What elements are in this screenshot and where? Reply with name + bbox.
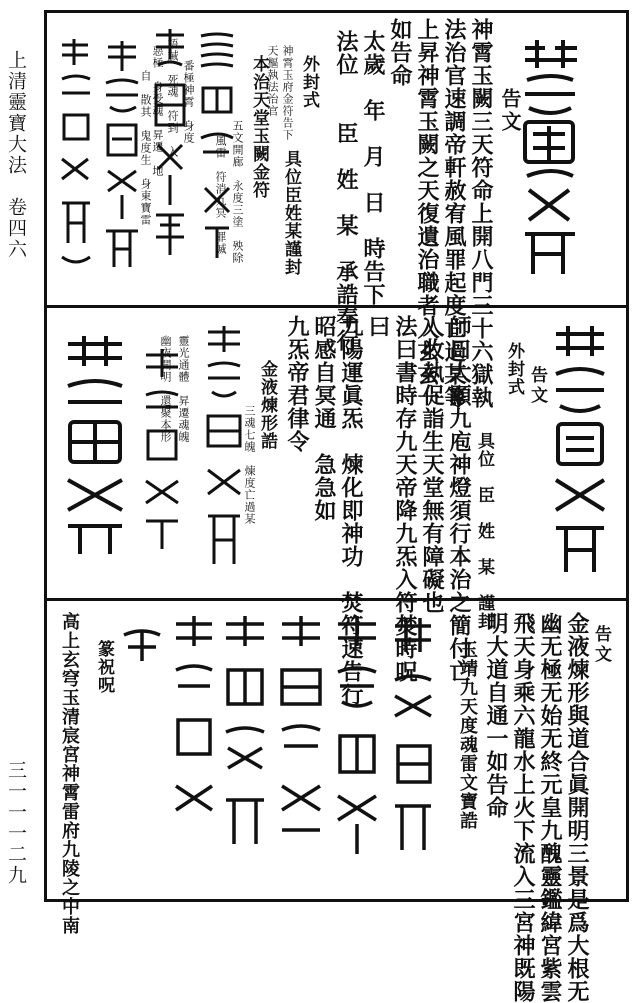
talisman-2b-icon	[200, 320, 248, 590]
talisman-2c-icon	[60, 330, 130, 560]
section2-note-3: 三魂七魄 煉度亡過某	[243, 405, 256, 525]
section1-column-2: 法治官速調帝軒赦宥風罪起度亡過某等	[441, 18, 467, 409]
section2-column-8: 昭感自冥通 急急如	[311, 315, 337, 522]
book-title: 上清靈寶大法 卷四六	[5, 50, 27, 260]
section1-note-2: 風雷 符消九冥 罪滅	[214, 135, 227, 255]
section2-note-2: 幽夜開明 還聚本形	[159, 335, 172, 443]
section1-note-5: 惡極 身受魂 昇遷 地	[151, 45, 164, 177]
section2-seal-line: 外封式	[504, 342, 524, 396]
section2-sub-heading: 金液煉形誥	[257, 360, 277, 450]
section1-date-line: 太歲 年 月 日 時告下	[360, 30, 386, 306]
section1-signoff: 具位臣姓某謹封	[281, 150, 301, 276]
section1-column-1: 神霄玉闕三天符命上開八門三十六獄執	[468, 18, 494, 409]
section2-column-7: 九陽運眞炁 煉化即神功 焚符速告行	[338, 315, 364, 706]
section3-column-4: 明大道自通一如告命	[483, 612, 509, 819]
section3-column-5: 玉靖九天度魂雷文寶誥	[457, 640, 478, 830]
section2-note-1: 靈光通體 昇遷魂魄	[177, 335, 190, 443]
section1-address: 神霄玉府金符告下	[281, 45, 294, 141]
section1-column-3: 上昇神霄玉闕之天復遺治職者入玄玄一	[414, 18, 440, 409]
section1-officiant-line: 法位 臣 姓 某 承誥奉行	[333, 30, 359, 352]
section2-column-9: 九炁帝君律令	[284, 315, 310, 453]
talisman-2a-icon	[548, 320, 613, 580]
section3-final-line: 高上玄穹玉清宸宮神霄雷府九陵之中南	[59, 612, 80, 935]
section1-column-4: 如告命	[387, 18, 413, 87]
section2-column-4: 人收執促詣生天堂無有障礙也	[419, 315, 445, 614]
section1-heading: 告文	[498, 88, 522, 134]
page-number: 三一一一二九	[5, 760, 27, 886]
section2-column-3: 師曰大顯九庖神燈須行本治之簡付亡	[446, 315, 472, 683]
talisman-1c-icon	[56, 35, 96, 290]
section1-seal-line: 外封式	[299, 55, 319, 109]
section1-note-4: 語誡 死魂 符到 入	[166, 38, 179, 158]
section1-note-3: 番極神霄 身度	[182, 60, 195, 144]
section3-column-3: 飛天身乘六龍水上火下流入三宮神既陽	[510, 612, 536, 1003]
talisman-3-grid-icon	[170, 610, 440, 870]
section2-heading: 告文	[527, 366, 547, 406]
section3-seal-line: 篆祝呪	[94, 640, 114, 694]
section1-note-1: 五文開廊 永度三塗 殃除	[231, 120, 244, 264]
section2-signoff: 具位 臣 姓 某 謹封	[474, 432, 494, 630]
section3-column-1: 金液煉形與道合眞開明三景是爲大根无	[564, 612, 590, 1003]
section2-column-6: 曰	[365, 315, 391, 338]
section2-column-5: 法曰書時存九天帝降九炁入符焚時呪	[392, 315, 418, 683]
section1-address-3: 本治天堂玉闕金符	[249, 55, 269, 199]
section-divider-2	[44, 598, 629, 601]
section3-heading: 告文	[591, 625, 611, 665]
section1-note-6: 自 散其 鬼度生 身東寶雷	[139, 70, 152, 226]
talisman-3b-icon	[120, 625, 164, 665]
section3-column-2: 幽无極无始无終元皇九醜靈鑑緯宮紫雲	[537, 612, 563, 1003]
section1-address-2: 天樞執法治官	[266, 45, 279, 117]
talisman-1a-icon	[515, 30, 585, 285]
